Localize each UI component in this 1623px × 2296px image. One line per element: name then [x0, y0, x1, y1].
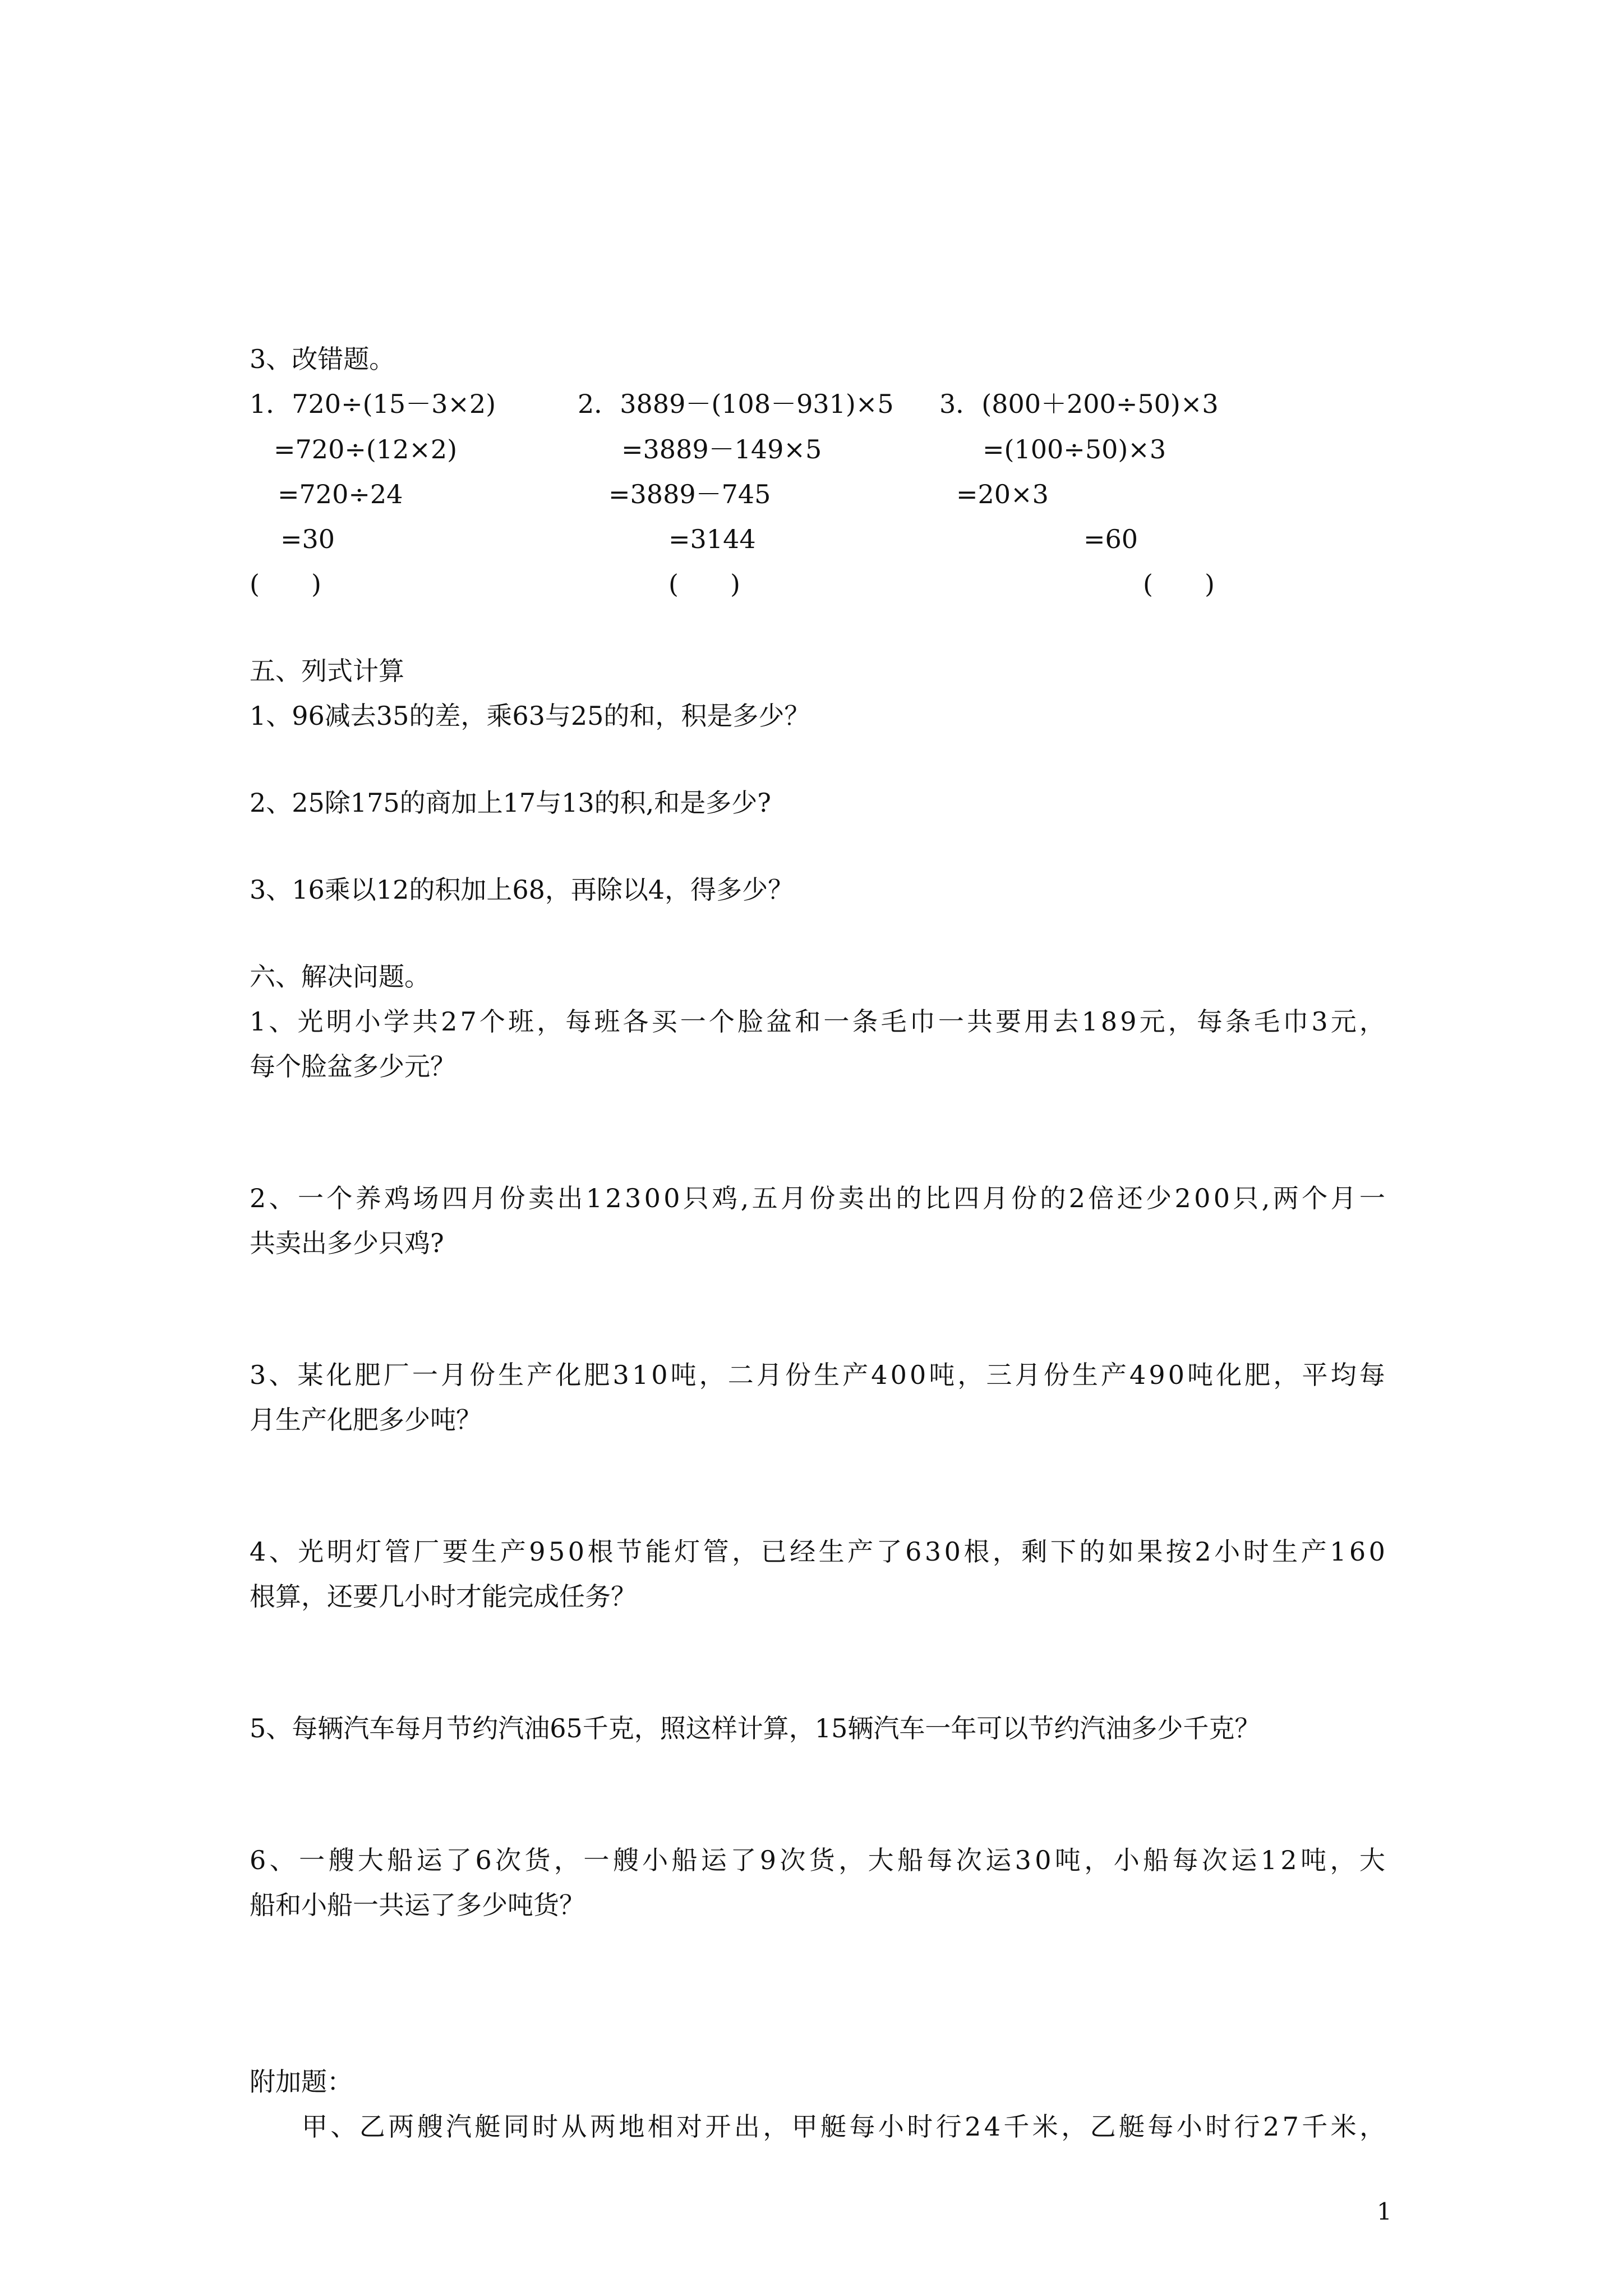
- word-problem-3-line1: 3、某化肥厂一月份生产化肥310吨，二月份生产400吨，三月份生产490吨化肥，平均每: [250, 1360, 1388, 1390]
- section3-heading: 3、改错题。: [250, 344, 395, 374]
- problem2-step3: =3144: [668, 524, 756, 554]
- problem1-step3: =30: [280, 524, 335, 554]
- problem3-answer-blank: ( ): [1143, 569, 1215, 599]
- problem2-expression: 2．3889－(108－931)×5: [578, 389, 894, 419]
- word-problem-4-line1: 4、光明灯管厂要生产950根节能灯管，已经生产了630根，剩下的如果按2小时生产160: [250, 1536, 1389, 1567]
- problem1-step2: =720÷24: [278, 479, 403, 509]
- calc-question-2: 2、25除175的商加上17与13的积,和是多少?: [250, 788, 771, 818]
- problem3-expression: 3．(800＋200÷50)×3: [939, 389, 1219, 419]
- problem1-expression: 1．720÷(15－3×2): [250, 389, 496, 419]
- word-problem-2-line1: 2、一个养鸡场四月份卖出12300只鸡,五月份卖出的比四月份的2倍还少200只,两个月一: [250, 1183, 1389, 1213]
- problem3-step3: =60: [1083, 524, 1138, 554]
- page-number: 1: [1377, 2198, 1392, 2225]
- problem2-answer-blank: ( ): [668, 569, 740, 599]
- word-problem-1-line2: 每个脸盆多少元？: [250, 1051, 456, 1082]
- word-problem-2-line2: 共卖出多少只鸡?: [250, 1228, 444, 1258]
- problem3-step1: =(100÷50)×3: [983, 434, 1166, 464]
- problem1-step1: =720÷(12×2): [274, 434, 458, 464]
- word-problem-6-line2: 船和小船一共运了多少吨货？: [250, 1890, 585, 1920]
- problem2-step1: =3889－149×5: [621, 434, 822, 464]
- problem3-step2: =20×3: [956, 479, 1049, 509]
- bonus-heading: 附加题：: [250, 2067, 353, 2097]
- word-problem-1-line1: 1、光明小学共27个班，每班各买一个脸盆和一条毛巾一共要用去189元，每条毛巾3元，: [250, 1006, 1388, 1037]
- problem2-step2: =3889－745: [608, 479, 771, 509]
- bonus-text: 甲、乙两艘汽艇同时从两地相对开出，甲艇每小时行24千米，乙艇每小时行27千米，: [302, 2111, 1389, 2142]
- section5-heading: 五、列式计算: [250, 656, 404, 686]
- problem1-answer-blank: ( ): [250, 569, 321, 599]
- word-problem-3-line2: 月生产化肥多少吨？: [250, 1405, 482, 1435]
- calc-question-3: 3、16乘以12的积加上68，再除以4，得多少？: [250, 875, 794, 905]
- section6-heading: 六、解决问题。: [250, 961, 430, 992]
- word-problem-6-line1: 6、一艘大船运了6次货，一艘小船运了9次货，大船每次运30吨，小船每次运12吨，大: [250, 1845, 1389, 1875]
- word-problem-5-line1: 5、每辆汽车每月节约汽油65千克，照这样计算，15辆汽车一年可以节约汽油多少千克？: [250, 1713, 1261, 1743]
- word-problem-4-line2: 根算，还要几小时才能完成任务？: [250, 1581, 637, 1612]
- calc-question-1: 1、96减去35的差，乘63与25的和，积是多少？: [250, 701, 810, 731]
